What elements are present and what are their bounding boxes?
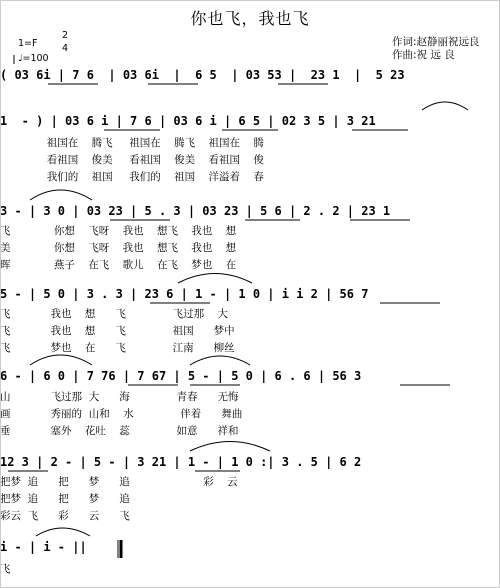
notation-row-4: 5 - | 5 0 | 3 . 3 | 23 6 | 1 - | 1 0 | i i 2 | 56 7 <box>0 287 369 301</box>
key-signature: 1=F <box>18 38 38 49</box>
lyric-row-5-verse-2: 画 秀丽的 山和 水 伴着 舞曲 <box>0 408 243 420</box>
lyric-row-7-verse-1: 飞 <box>0 563 11 575</box>
composer-credit: 作曲:祝 远 良 <box>392 49 455 61</box>
slur <box>178 274 252 284</box>
time-signature-top: 2 <box>62 30 69 41</box>
tempo-marking: ♩=100 <box>18 53 49 64</box>
notation-row-7: i - | i - || <box>0 540 87 554</box>
song-title: 你也飞，我也飞 <box>190 9 310 28</box>
slur <box>30 190 92 200</box>
lyric-row-5-verse-3: 垂 塞外 花吐 蕊 如意 祥和 <box>0 425 239 437</box>
notation-row-2: 1 - ) | 03 6 i | 7 6 | 03 6 i | 6 5 | 02 3 5 | 3 21 <box>0 114 376 128</box>
time-signature-bottom: 4 <box>62 43 69 54</box>
lyric-row-2-verse-1: 祖国在 腾飞 祖国在 腾飞 祖国在 腾 <box>0 137 264 149</box>
lyricist-credit: 作词:赵静丽祝远良 <box>392 36 480 48</box>
lyric-row-6-verse-1: 把梦 追 把 梦 追 彩 云 <box>0 476 238 488</box>
lyric-row-4-verse-2: 飞 我也 想 飞 祖国 梦中 <box>0 325 235 337</box>
lyric-row-4-verse-3: 飞 梦也 在 飞 江南 柳丝 <box>0 342 235 354</box>
lyric-row-3-verse-1: 飞 你想 飞呀 我也 想飞 我也 想 <box>0 225 237 237</box>
slur <box>422 102 468 110</box>
slur <box>36 528 90 536</box>
notation-row-6: 12 3 | 2 - | 5 - | 3 21 | 1 - | 1 0 :| 3 . 5 | 6 2 <box>0 455 362 469</box>
slur <box>190 356 250 365</box>
lyric-row-3-verse-2: 美 你想 飞呀 我也 想飞 我也 想 <box>0 242 237 254</box>
notation-row-3: 3 - | 3 0 | 03 23 | 5 . 3 | 03 23 | 5 6 | 2 . 2 | 23 1 <box>0 204 391 218</box>
lyric-row-6-verse-2: 把梦 追 把 梦 追 <box>0 493 130 505</box>
slur <box>30 355 92 365</box>
slur <box>190 442 270 452</box>
lyric-row-2-verse-3: 我们的 祖国 我们的 祖国 洋溢着 春 <box>0 171 264 183</box>
lyric-row-4-verse-1: 飞 我也 想 飞 飞过那 大 <box>0 308 229 320</box>
notation-row-5: 6 - | 6 0 | 7 76 | 7 67 | 5 - | 5 0 | 6 . 6 | 56 3 <box>0 369 362 383</box>
lyric-row-6-verse-3: 彩云 飞 彩 云 飞 <box>0 510 130 522</box>
lyric-row-5-verse-1: 山 飞过那 大 海 青春 无悔 <box>0 391 239 403</box>
notation-row-1: ( 03 6i | 7 6 | 03 6i | 6 5 | 03 53 | 23 1 | 5 23 <box>0 68 405 82</box>
lyric-row-3-verse-3: 晖 燕子 在飞 歌儿 在飞 梦也 在 <box>0 259 237 271</box>
lyric-row-2-verse-2: 看祖国 俊美 看祖国 俊美 看祖国 俊 <box>0 154 264 166</box>
